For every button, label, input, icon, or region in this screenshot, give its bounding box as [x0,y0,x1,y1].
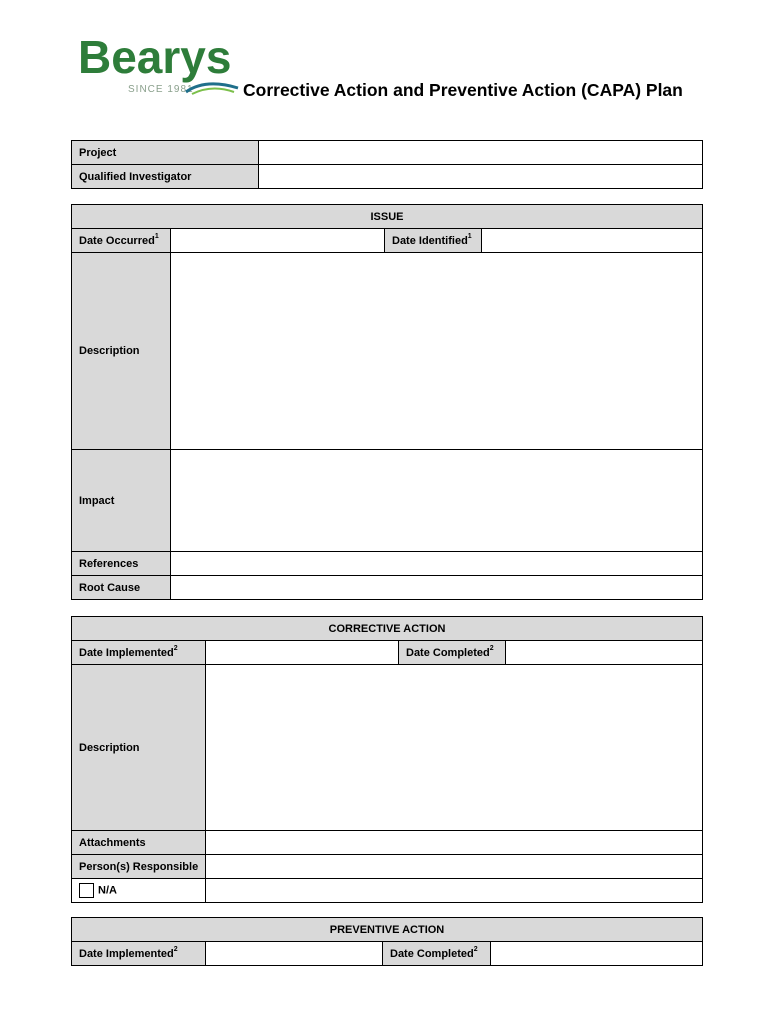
ca-description-field[interactable] [206,665,703,831]
ca-date-implemented-label: Date Implemented$^2$ [72,641,206,665]
logo-wordmark: Bearys [78,31,232,83]
issue-description-label: Description [72,253,171,450]
issue-heading: ISSUE [72,205,703,229]
persons-responsible-field[interactable] [206,855,703,879]
pa-date-implemented-label: Date Implemented$^2$ [72,942,206,966]
ca-date-implemented-field[interactable] [206,641,399,665]
date-occurred-field[interactable] [171,229,385,253]
na-field[interactable] [206,879,703,903]
qualified-investigator-field[interactable] [259,165,703,189]
attachments-label: Attachments [72,831,206,855]
qualified-investigator-label: Qualified Investigator [72,165,259,189]
na-label: N/A [98,884,117,897]
date-identified-label: Date Identified$^1$ [385,229,482,253]
project-field[interactable] [259,141,703,165]
na-checkbox[interactable] [79,883,94,898]
project-label: Project [72,141,259,165]
pa-date-completed-field[interactable] [491,942,703,966]
bearys-logo [78,30,248,102]
logo-swoosh-icon [184,78,240,96]
corrective-action-heading: CORRECTIVE ACTION [72,617,703,641]
issue-table [71,204,703,600]
impact-field[interactable] [171,450,703,552]
pa-date-implemented-field[interactable] [206,942,383,966]
ca-date-completed-label: Date Completed$^2$ [399,641,506,665]
root-cause-field[interactable] [171,576,703,600]
attachments-field[interactable] [206,831,703,855]
logo-tagline: SINCE 1981 [128,84,194,95]
persons-responsible-label: Person(s) Responsible [72,855,206,879]
references-field[interactable] [171,552,703,576]
ca-date-completed-field[interactable] [506,641,703,665]
corrective-action-table [71,616,703,903]
na-option[interactable] [72,879,206,903]
project-table [71,140,703,189]
document-title: Corrective Action and Preventive Action (CAPA) Plan [243,80,683,100]
date-occurred-label: Date Occurred$^1$ [72,229,171,253]
impact-label: Impact [72,450,171,552]
preventive-action-heading: PREVENTIVE ACTION [72,918,703,942]
root-cause-label: Root Cause [72,576,171,600]
ca-description-label: Description [72,665,206,831]
date-identified-field[interactable] [482,229,703,253]
document-header [0,0,768,120]
pa-date-completed-label: Date Completed$^2$ [383,942,491,966]
preventive-action-table [71,917,703,966]
references-label: References [72,552,171,576]
issue-description-field[interactable] [171,253,703,450]
